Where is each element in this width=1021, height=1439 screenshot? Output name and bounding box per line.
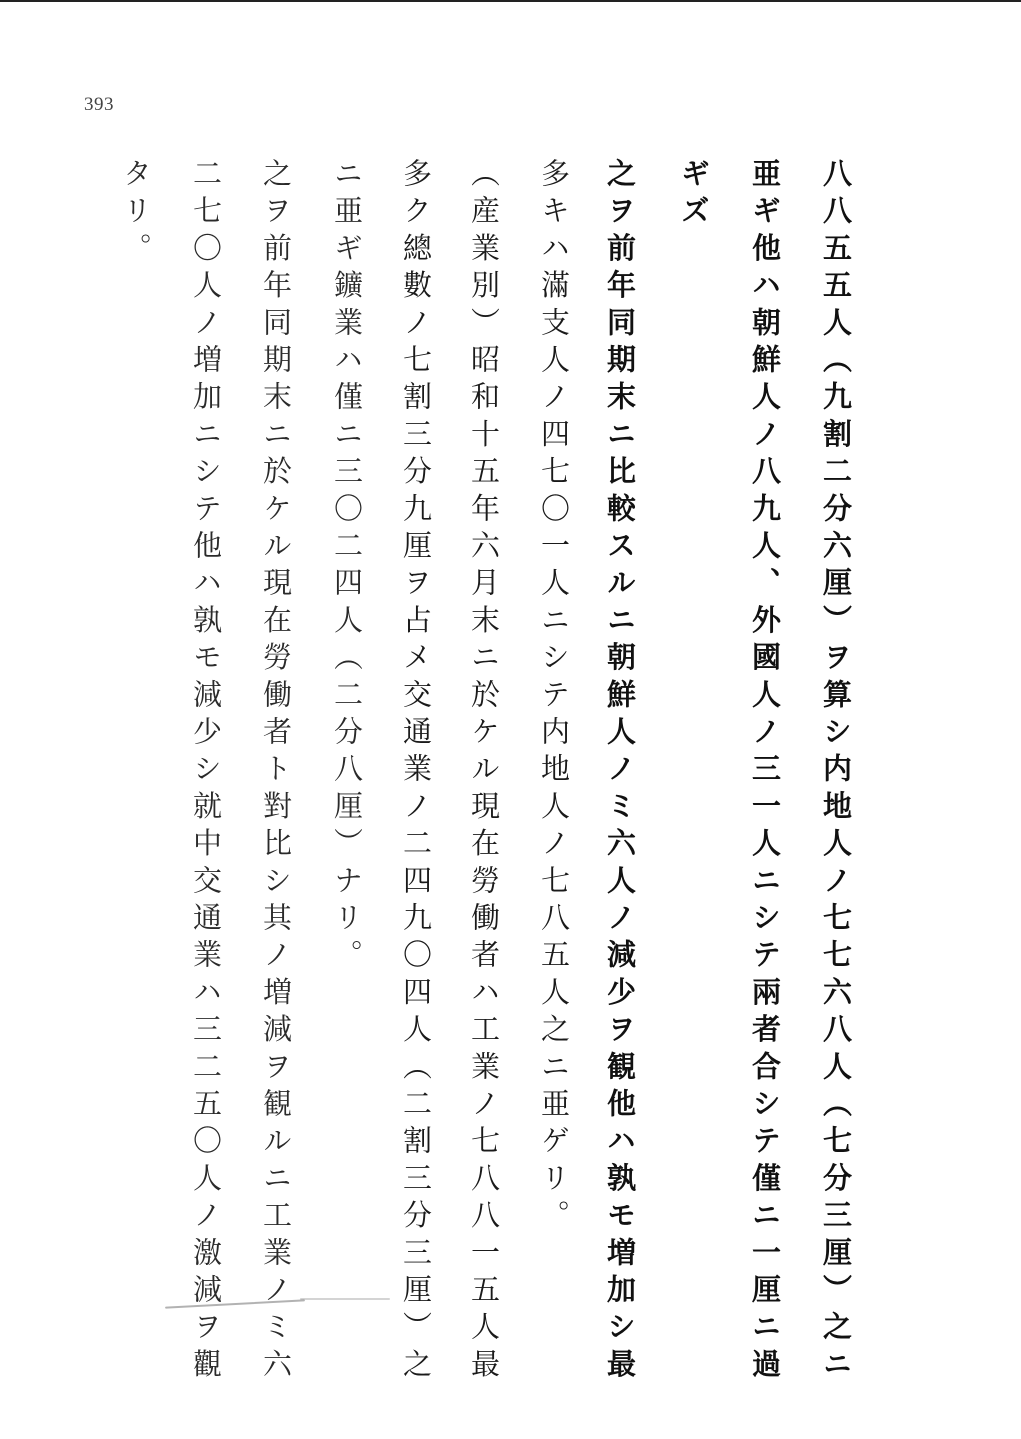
top-border-line xyxy=(0,0,1021,2)
text-column-4: 之ヲ前年同期末ニ比較スルニ朝鮮人ノミ六人ノ減少ヲ観他ハ孰モ増加シ最 xyxy=(603,158,637,1386)
text-column-7: 多ク總數ノ七割三分九厘ヲ占メ交通業ノ二四九〇四人（二割三分三厘）之 xyxy=(399,158,433,1386)
text-column-5: 多キハ滿支人ノ四七〇一人ニシテ内地人ノ七八五人之ニ亜ゲリ。 xyxy=(537,158,571,1237)
text-column-3: ギズ xyxy=(677,158,711,233)
text-column-9: 之ヲ前年同期末ニ於ケル現在勞働者ト對比シ其ノ増減ヲ観ルニ工業ノミ六 xyxy=(259,158,293,1386)
text-column-11: タリ。 xyxy=(119,158,153,270)
scan-smudge xyxy=(300,1298,390,1300)
page-number: 393 xyxy=(84,94,114,115)
text-column-8: ニ亜ギ鑛業ハ僅ニ三〇二四人（二分八厘）ナリ。 xyxy=(330,158,364,977)
text-column-2: 亜ギ他ハ朝鮮人ノ八九人、外國人ノ三一人ニシテ兩者合シテ僅ニ一厘ニ過 xyxy=(748,158,782,1386)
text-column-10: 二七〇人ノ増加ニシテ他ハ孰モ減少シ就中交通業ハ三二五〇人ノ激減ヲ觀 xyxy=(189,158,223,1386)
text-column-6: （産業別）昭和十五年六月末ニ於ケル現在勞働者ハ工業ノ七八八一五人最 xyxy=(467,158,501,1386)
text-column-1: 八八五五人（九割二分六厘）ヲ算シ内地人ノ七七六八人（七分三厘）之ニ xyxy=(819,158,853,1386)
